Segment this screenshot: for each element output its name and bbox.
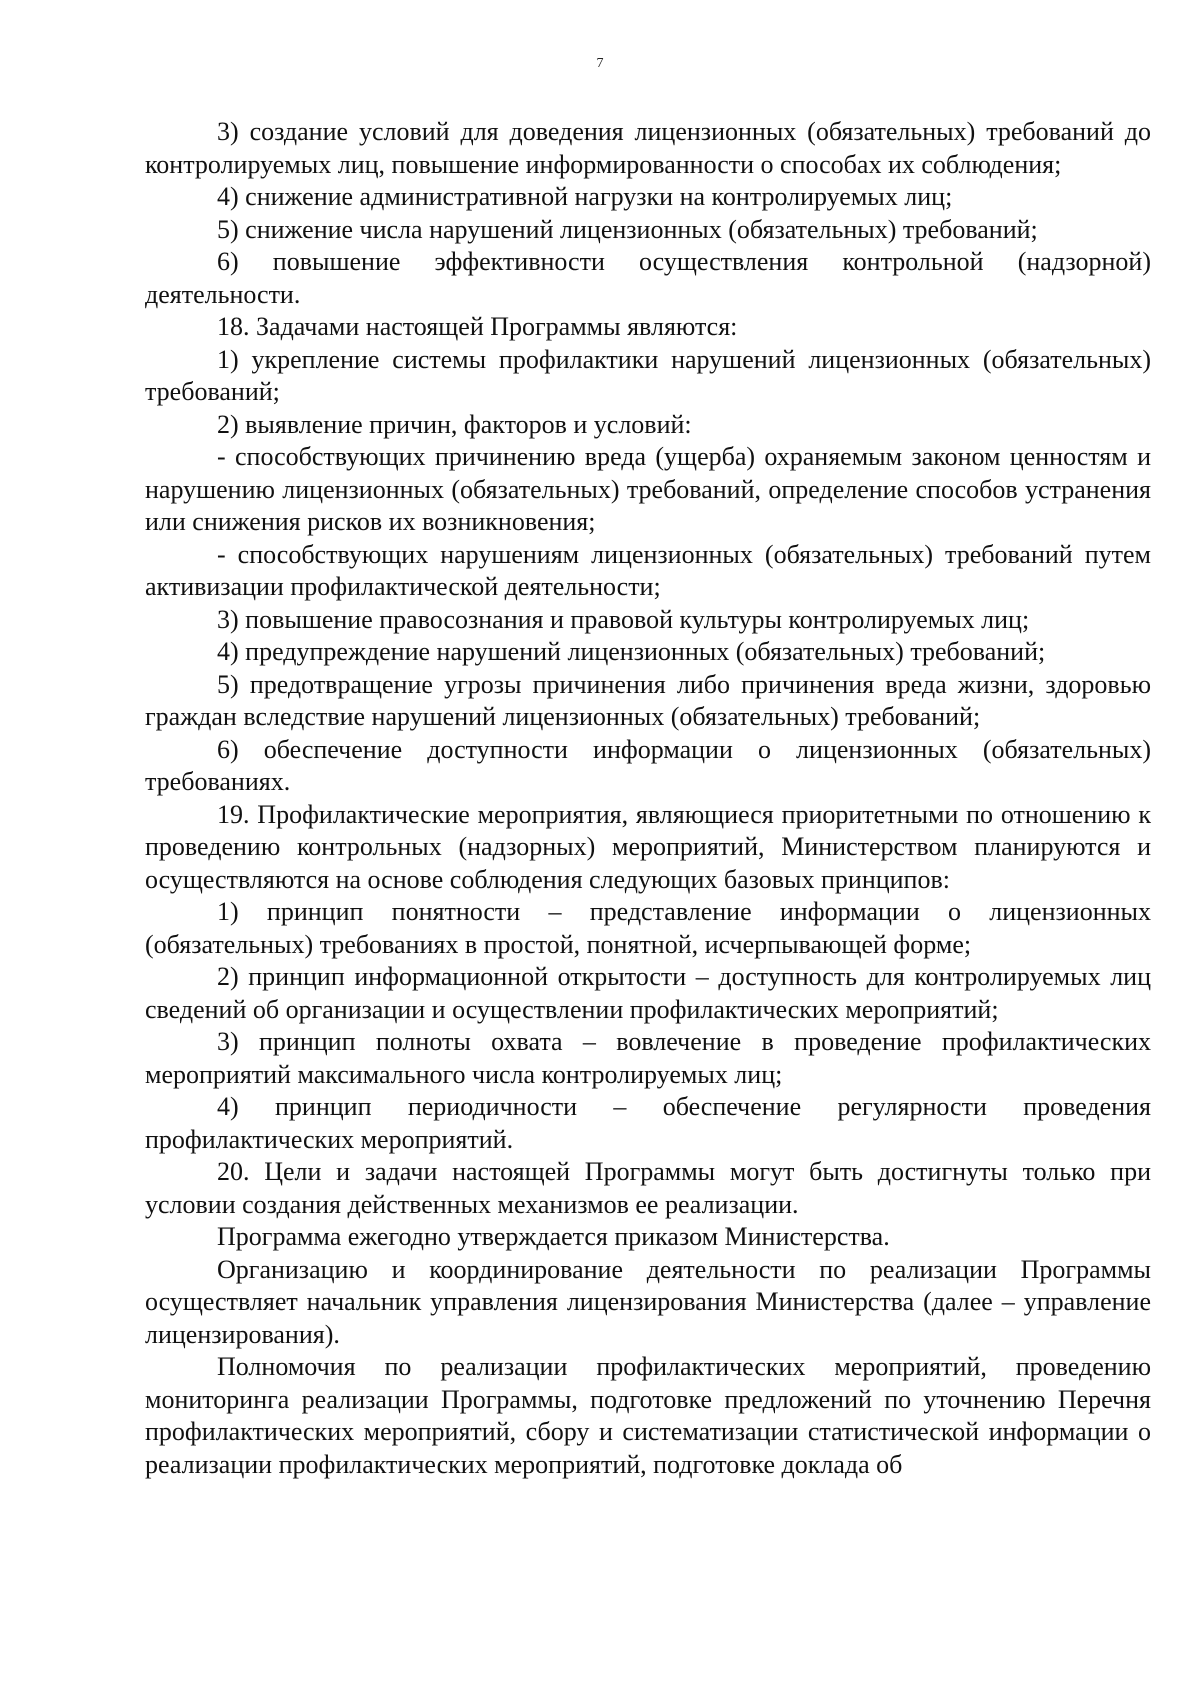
paragraph: 20. Цели и задачи настоящей Программы могут быть достигнуты только при условии создания действенных механизмов ее реализации.	[145, 1157, 1151, 1219]
paragraph: 2) выявление причин, факторов и условий:	[217, 409, 692, 439]
paragraph: 3) повышение правосознания и правовой культуры контролируемых лиц;	[217, 604, 1030, 634]
paragraph: - способствующих нарушениям лицензионных (обязательных) требований путем активизации профилактической деятельности;	[145, 539, 1151, 601]
paragraph: Организацию и координирование деятельности по реализации Программы осуществляет начальник управления лицензирования Министерства (далее – управление лицензирования).	[145, 1254, 1151, 1349]
paragraph: 1) укрепление системы профилактики нарушений лицензионных (обязательных) требований;	[145, 344, 1151, 406]
page-number: 7	[596, 56, 604, 71]
paragraph: 2) принцип информационной открытости – доступность для контролируемых лиц сведений об организации и осуществлении профилактических мероприятий;	[145, 962, 1151, 1024]
paragraph: 4) предупреждение нарушений лицензионных (обязательных) требований;	[217, 637, 1046, 666]
document-body	[145, 116, 1151, 1481]
paragraph: 6) повышение эффективности осуществления контрольной (надзорной) деятельности.	[145, 247, 1151, 309]
paragraph: 5) снижение числа нарушений лицензионных (обязательных) требований;	[217, 214, 1038, 244]
paragraph: Программа ежегодно утверждается приказом Министерства.	[217, 1222, 890, 1251]
paragraph: 4) принцип периодичности – обеспечение регулярности проведения профилактических мероприятий.	[145, 1092, 1151, 1154]
paragraph: 4) снижение административной нагрузки на контролируемых лиц;	[217, 182, 953, 211]
paragraph: 3) создание условий для доведения лицензионных (обязательных) требований до контролируемых лиц, повышение информированности о способах их соблюдения;	[145, 117, 1151, 179]
paragraph: 5) предотвращение угрозы причинения либо причинения вреда жизни, здоровью граждан вследствие нарушений лицензионных (обязательных) требований;	[145, 669, 1151, 731]
paragraph: 19. Профилактические мероприятия, являющиеся приоритетными по отношению к проведению контрольных (надзорных) мероприятий, Министерством планируются и осуществляются на основе соблюдения следующих базовых принципов:	[145, 799, 1151, 894]
paragraph: - способствующих причинению вреда (ущерба) охраняемым законом ценностям и нарушению лицензионных (обязательных) требований, определение способов устранения или снижения рисков их возникновения;	[145, 442, 1151, 536]
paragraph: Полномочия по реализации профилактических мероприятий, проведению мониторинга реализации Программы, подготовке предложений по уточнению Перечня профилактических мероприятий, сбору и систематизации статистической информации о реализации профилактических мероприятий, подготовке доклада об	[145, 1352, 1151, 1479]
paragraph: 6) обеспечение доступности информации о лицензионных (обязательных) требованиях.	[145, 734, 1151, 796]
paragraph: 18. Задачами настоящей Программы являются:	[217, 312, 738, 341]
paragraph: 3) принцип полноты охвата – вовлечение в проведение профилактических мероприятий максимального числа контролируемых лиц;	[145, 1027, 1151, 1089]
paragraph: 1) принцип понятности – представление информации о лицензионных (обязательных) требованиях в простой, понятной, исчерпывающей форме;	[145, 897, 1151, 959]
